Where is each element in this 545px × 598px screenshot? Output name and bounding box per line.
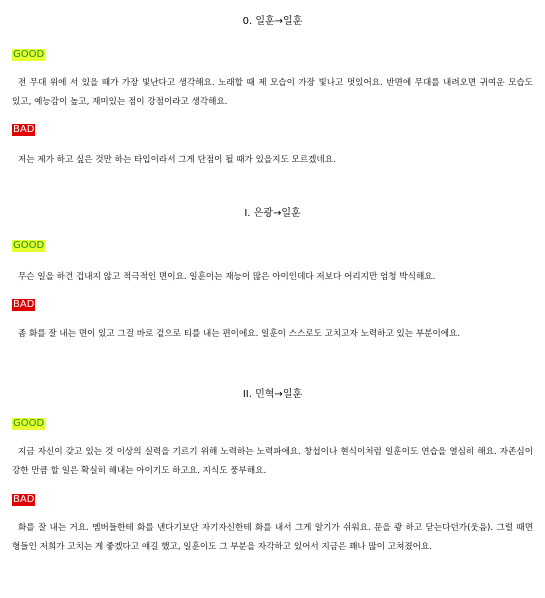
- bad-paragraph: 좀 화를 잘 내는 면이 있고 그걸 바로 겉으로 티를 내는 편이에요. 일훈이 스스로도 고치고자 노력하고 있는 부분이에요.: [18, 329, 461, 339]
- bad-label: BAD: [13, 124, 35, 135]
- good-paragraph: 무슨 일을 하건 겁내지 않고 적극적인 면이요. 일훈이는 재능이 많은 아이인데다 저보다 어리지만 엄청 박식해요.: [18, 272, 436, 282]
- good-paragraph: 전 무대 위에 서 있을 때가 가장 빛난다고 생각해요. 노래할 때 제 모습이 가장 빛나고 멋있어요. 반면에 무대를 내려오면 귀여운 모습도 있고, 예능감이 높고, 재미있는 점이 강점이라고 생각해요.: [12, 78, 533, 107]
- bad-paragraph: 저는 제가 하고 싶은 것만 하는 타입이라서 그게 단점이 될 때가 있을지도 모르겠네요.: [18, 155, 336, 165]
- bad-label: BAD: [13, 494, 35, 505]
- section-title: 0. 일훈→일훈: [242, 16, 303, 27]
- bad-label: BAD: [13, 299, 35, 310]
- section-title: II. 민혁→일훈: [242, 389, 303, 400]
- section-title: I. 은광→일훈: [244, 208, 301, 219]
- good-label: GOOD: [13, 240, 45, 251]
- good-paragraph: 지금 자신이 갖고 있는 것 이상의 실력을 기르기 위해 노력하는 노력파에요. 창섭이나 현식이처럼 일훈이도 연습을 열심히 해요. 자존심이 강한 만큼 할 일은 확실히 해내는 아이기도 하고요. 지식도 풍부해요.: [12, 447, 533, 476]
- bad-paragraph: 화를 잘 내는 거요. 멤버들한테 화를 낸다기보단 자기자신한테 화를 내서 그게 알기가 쉬워요. 문을 쾅 하고 닫는다던가(웃음). 그럴 때면 형들인 저희가 고치는 게 좋겠다고 얘길 했고, 일훈이도 그 부분을 자각하고 있어서 지금은 꽤나 많이 고쳐졌어요.: [12, 523, 533, 552]
- good-label: GOOD: [13, 418, 45, 429]
- good-label: GOOD: [13, 49, 45, 60]
